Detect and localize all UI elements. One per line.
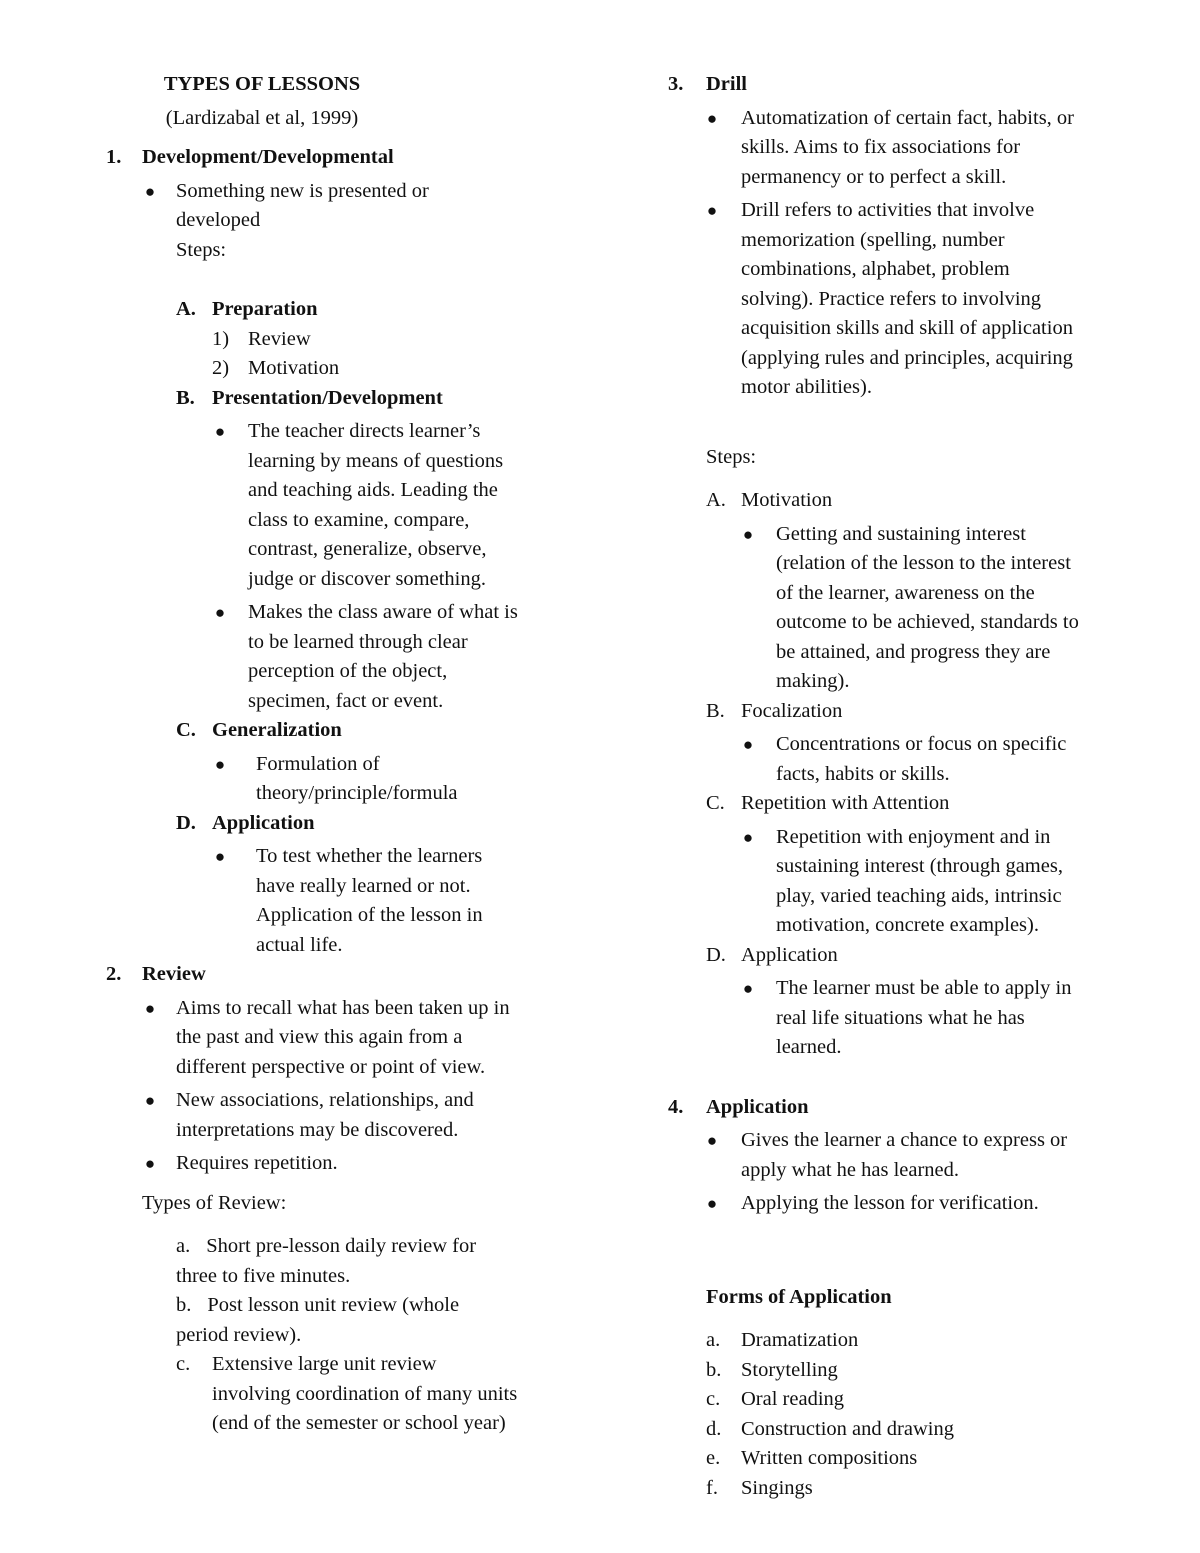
page-title: TYPES OF LESSONS: [163, 73, 361, 95]
bullet-icon: ●: [214, 603, 226, 622]
left-column: [106, 70, 576, 1439]
list-item: ● Gives the learner a chance to express or apply what he has learned.: [668, 1126, 1138, 1185]
step-heading: B. Presentation/Development: [176, 386, 443, 409]
bullet-icon: ●: [742, 735, 754, 754]
list-item: a. Dramatization: [706, 1329, 859, 1351]
steps-label: Steps:: [176, 238, 227, 261]
list-item: ● Automatization of certain fact, habits, or skills. Aims to fix associations for permanency or to perfect a skill.: [668, 104, 1138, 193]
list-item: ● To test whether the learners have really learned or not. Application of the lesson in actual life.: [106, 842, 576, 960]
list-item: ● Aims to recall what has been taken up in the past and view this again from a different perspective or point of view.: [106, 994, 576, 1083]
section-1-heading: 1. Development/Developmental: [106, 146, 394, 168]
step-heading: C. Repetition with Attention: [706, 792, 950, 814]
list-item: ● New associations, relationships, and interpretations may be discovered.: [106, 1086, 576, 1145]
list-item: ● Formulation of theory/principle/formula: [106, 750, 576, 809]
right-column: [668, 70, 1138, 1503]
bullet-icon: ●: [214, 847, 226, 866]
list-item: 2) Motivation: [212, 357, 340, 379]
types-of-review-label: Types of Review:: [142, 1191, 287, 1214]
list-item: ● Applying the lesson for verification.: [668, 1189, 1138, 1219]
citation: (Lardizabal et al, 1999): [165, 106, 359, 129]
list-item: ● Concentrations or focus on specific facts, habits or skills.: [668, 730, 1138, 789]
list-item: ● Getting and sustaining interest (relation of the lesson to the interest of the learner, awareness on the outcome to be achieved, standards to be attained, and progress they are making).: [668, 520, 1138, 697]
bullet-icon: ●: [144, 1091, 156, 1110]
list-item: ● Requires repetition.: [106, 1149, 576, 1179]
bullet-icon: ●: [706, 1131, 718, 1150]
list-item: ● Repetition with enjoyment and in sustaining interest (through games, play, varied teaching aids, intrinsic motivation, concrete examples).: [668, 823, 1138, 941]
bullet-icon: ●: [144, 181, 156, 201]
section-3-heading: 3. Drill: [668, 73, 747, 95]
list-item: ● Makes the class aware of what is to be learned through clear perception of the object, specimen, fact or event.: [106, 598, 576, 716]
step-heading: D. Application: [176, 811, 315, 834]
bullet-icon: ●: [144, 998, 156, 1018]
bullet-icon: ●: [706, 108, 718, 128]
list-item: e. Written compositions: [706, 1447, 918, 1469]
bullet-icon: ●: [742, 979, 754, 998]
section-2-heading: 2. Review: [106, 963, 206, 985]
step-heading: A. Preparation: [176, 298, 318, 320]
bullet-icon: ●: [742, 524, 754, 544]
bullet-icon: ●: [214, 754, 226, 774]
bullet-icon: ●: [214, 422, 226, 441]
list-item: ● The learner must be able to apply in real life situations what he has learned.: [668, 974, 1138, 1063]
forms-heading: Forms of Application: [706, 1285, 892, 1308]
list-item: ● The teacher directs learner’s learning by means of questions and teaching aids. Leading the class to examine, compare, contrast, generalize, observe, judge or discover something.: [106, 417, 576, 594]
section-4-heading: 4. Application: [668, 1095, 809, 1118]
step-heading: A. Motivation: [706, 489, 833, 511]
bullet-icon: ●: [706, 201, 718, 220]
list-item: f. Singings: [706, 1476, 813, 1499]
step-heading: B. Focalization: [706, 699, 843, 722]
list-item: b. Storytelling: [706, 1358, 838, 1381]
list-item: ● Something new is presented or developed Steps:: [106, 177, 576, 266]
list-item: a. Short pre-lesson daily review for three to five minutes.: [176, 1235, 477, 1287]
step-heading: D. Application: [706, 943, 838, 966]
list-item: 1) Review: [212, 327, 311, 350]
list-item: d. Construction and drawing: [706, 1417, 954, 1440]
list-item: ● Drill refers to activities that involve memorization (spelling, number combinations, alphabet, problem solving). Practice refers to involving acquisition skills and skill of application (applying rules and principles, acquiring motor abilities).: [668, 196, 1138, 403]
bullet-icon: ●: [706, 1194, 718, 1213]
list-item: c. Extensive large unit review involving coordination of many units (end of the semester or school year): [176, 1353, 518, 1434]
bullet-icon: ●: [742, 827, 754, 847]
bullet-icon: ●: [144, 1154, 156, 1173]
steps-label: Steps:: [706, 445, 757, 468]
list-item: b. Post lesson unit review (whole period review).: [176, 1294, 460, 1346]
step-heading: C. Generalization: [176, 719, 342, 741]
list-item: c. Oral reading: [706, 1388, 845, 1410]
